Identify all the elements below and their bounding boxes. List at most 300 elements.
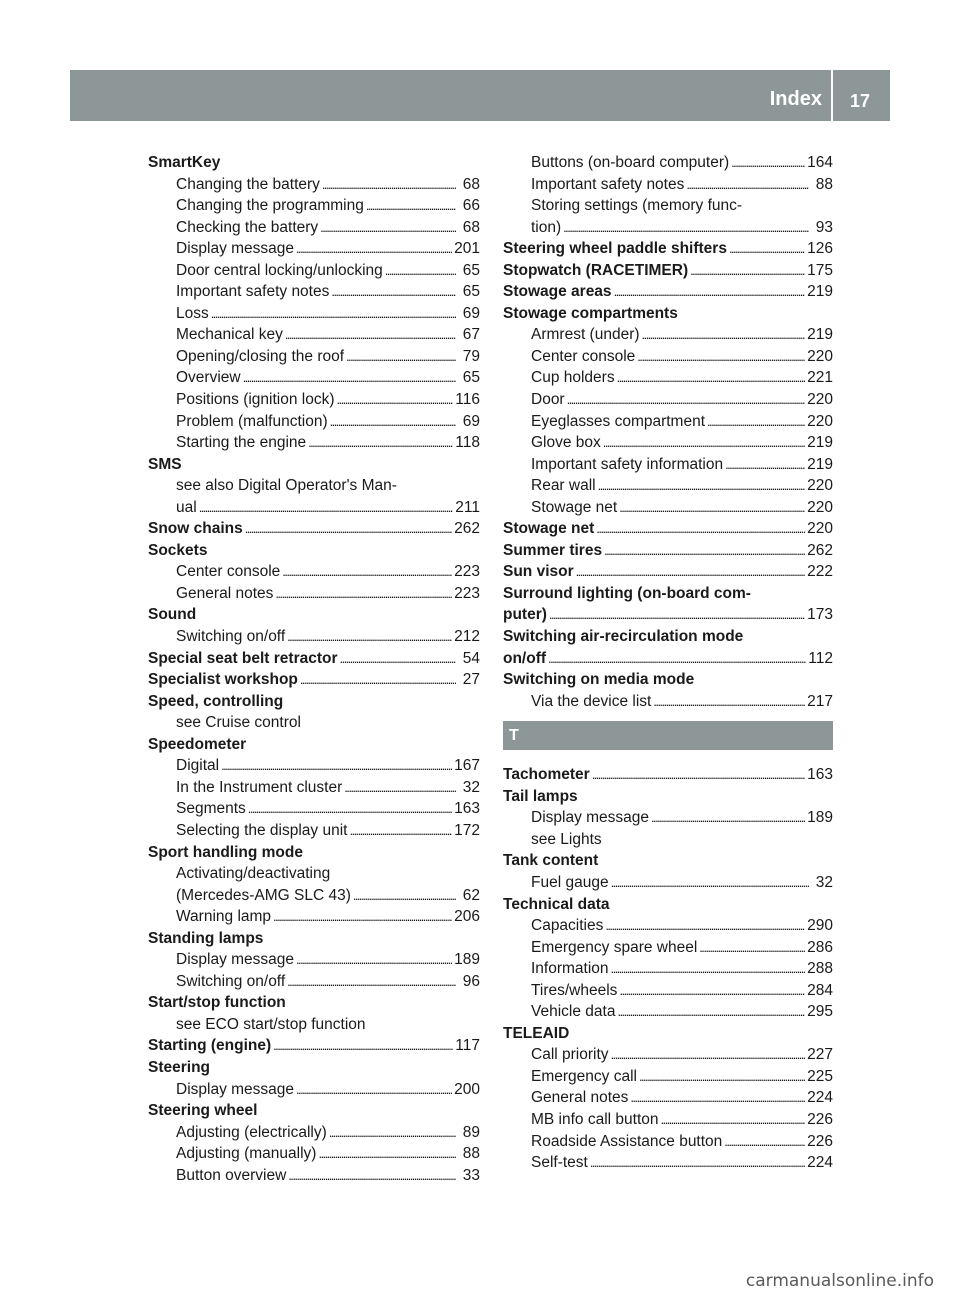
index-column-right [503,152,833,1174]
leader-dots [576,561,805,583]
leader-dots [598,475,806,497]
index-subentry [148,561,480,583]
leader-dots [245,518,452,540]
index-subentry [503,872,833,894]
index-column-left [148,152,480,1186]
leader-dots [273,1035,453,1057]
entry-label: Changing the programming [176,197,364,215]
page-ref: 68 [462,175,480,193]
watermark: carmanualsonline.info [745,1271,934,1291]
index-entry [503,583,833,605]
index-subentry [148,949,480,971]
page-ref: 117 [455,1037,480,1055]
entry-label: Cup holders [531,369,615,387]
page-ref: 262 [454,520,480,538]
entry-label: Summer tires [503,541,603,559]
leader-dots [731,152,805,174]
entry-label: Steering wheel [148,1102,258,1120]
leader-dots [548,648,806,670]
page-ref: 67 [462,326,480,344]
index-subentry [503,152,833,174]
leader-dots [642,324,806,346]
entry-label: (Mercedes-AMG SLC 43) [176,886,351,904]
entry-label: Stowage net [531,498,618,516]
index-subentry [148,1079,480,1101]
entry-label: Steering [148,1058,211,1076]
leader-dots [567,389,806,411]
index-entry [503,894,833,916]
entry-label: Adjusting (electrically) [176,1123,327,1141]
entry-label: Call priority [531,1046,609,1064]
page-ref: 62 [462,886,480,904]
leader-dots [287,626,452,648]
entry-label: Stowage net [503,520,595,538]
page-ref: 167 [454,757,480,775]
index-list-t [503,764,833,1173]
page-ref: 220 [807,520,833,538]
index-subentry [148,475,480,497]
leader-dots [590,1152,805,1174]
entry-label: Sun visor [503,563,574,581]
page-ref: 220 [807,498,833,516]
index-subentry [503,807,833,829]
page-ref: 219 [807,434,833,452]
leader-dots [366,195,456,217]
index-subentry [148,626,480,648]
page-ref: 89 [462,1123,480,1141]
entry-label: Center console [176,563,281,581]
index-entry [148,842,480,864]
page-ref: 69 [462,412,480,430]
leader-dots [729,238,805,260]
entry-label: tion) [531,218,562,236]
index-subentry [503,980,833,1002]
page-ref: 223 [454,584,480,602]
leader-dots [288,1165,456,1187]
leader-dots [296,949,452,971]
page-ref: 68 [462,218,480,236]
header-bar [70,70,890,121]
index-subentry [503,1066,833,1088]
page-ref: 220 [807,477,833,495]
entry-label: Surround lighting (on-board com- [503,584,751,602]
index-subentry [148,885,480,907]
index-subentry [148,497,480,519]
page-ref: 220 [807,347,833,365]
index-subentry [148,367,480,389]
leader-dots [592,764,805,786]
leader-dots [340,648,456,670]
page-ref: 286 [807,938,833,956]
index-subentry [503,475,833,497]
page-ref: 224 [807,1089,833,1107]
page-ref: 262 [807,541,833,559]
entry-label: Selecting the display unit [176,821,348,839]
index-subentry [148,863,480,885]
leader-dots [639,1066,805,1088]
leader-dots [614,281,806,303]
entry-label: Tank content [503,852,599,870]
leader-dots [699,937,805,959]
leader-dots [285,324,456,346]
index-subentry [503,937,833,959]
page-ref: 212 [454,628,480,646]
entry-label: Starting (engine) [148,1037,272,1055]
leader-dots [320,217,456,239]
entry-label: MB info call button [531,1110,659,1128]
page-ref: 222 [807,563,833,581]
page-ref: 32 [815,873,833,891]
leader-dots [248,798,452,820]
index-subentry [503,915,833,937]
page-ref: 217 [807,692,833,710]
entry-label: Display message [176,951,295,969]
index-entry [148,540,480,562]
leader-dots [617,1001,805,1023]
index-subentry [148,1143,480,1165]
page-ref: 79 [462,347,480,365]
entry-label: Snow chains [148,520,243,538]
entry-label: Steering wheel paddle shifters [503,240,727,258]
page-ref: 33 [462,1166,480,1184]
index-subentry [148,281,480,303]
page-ref: 164 [807,154,833,171]
leader-dots [331,281,456,303]
leader-dots [563,217,809,239]
leader-dots [243,367,456,389]
index-subentry [503,1152,833,1174]
entry-label: Mechanical key [176,326,283,344]
section-header-t: T [503,721,833,750]
index-subentry [503,454,833,476]
page-ref: 288 [807,960,833,978]
leader-dots [549,604,805,626]
index-subentry [148,1122,480,1144]
entry-label: Sound [148,606,197,624]
entry-label: SMS [148,455,182,473]
entry-label: Stopwatch (RACETIMER) [503,261,689,279]
entry-label: Door [531,391,565,409]
entry-label: Stowage areas [503,283,612,301]
leader-dots [651,807,805,829]
index-subentry [148,1165,480,1187]
page-ref: 226 [807,1110,833,1128]
index-subentry [148,583,480,605]
leader-dots [619,980,805,1002]
index-subentry [148,346,480,368]
leader-dots [273,906,452,928]
index-list-s-continued [503,152,833,712]
entry-label: Overview [176,369,241,387]
index-subentry [148,777,480,799]
entry-label: Important safety notes [176,283,330,301]
entry-label: on/off [503,649,547,667]
entry-label: Warning lamp [176,908,272,926]
page-ref: 201 [454,240,480,258]
page-ref: 225 [807,1067,833,1085]
entry-label: Armrest (under) [531,326,640,344]
index-entry [503,1023,833,1045]
page-ref: 221 [807,369,833,387]
leader-dots [282,561,452,583]
leader-dots [211,303,456,325]
index-subentry [148,324,480,346]
page-ref: 219 [807,455,833,473]
entry-label: Activating/deactivating [176,865,331,883]
entry-label: Fuel gauge [531,873,609,891]
index-entry [503,764,833,786]
entry-label: Problem (malfunction) [176,412,328,430]
entry-label: Buttons (on-board computer) [531,154,730,171]
entry-label: Speedometer [148,735,247,753]
entry-label: Technical data [503,895,610,913]
leader-dots [346,346,456,368]
entry-label: see also Digital Operator's Man- [176,477,397,495]
entry-label: Stowage compartments [503,304,678,322]
entry-label: Switching on/off [176,628,286,646]
entry-label: Loss [176,304,209,322]
index-subentry [503,1044,833,1066]
leader-dots [318,1143,456,1165]
page-ref: 116 [455,391,480,409]
entry-label: Self-test [531,1154,588,1172]
entry-label: Glove box [531,434,601,452]
leader-dots [604,540,805,562]
entry-label: Important safety notes [531,175,685,193]
index-subentry [503,346,833,368]
index-subentry [148,1014,480,1036]
index-subentry [503,411,833,433]
page-ref: 88 [462,1145,480,1163]
page-ref: 65 [462,261,480,279]
entry-label: ual [176,498,197,516]
page-ref: 163 [807,766,833,784]
leader-dots [707,411,805,433]
index-entry [148,604,480,626]
leader-dots [605,915,805,937]
page-ref: 126 [807,240,833,258]
leader-dots [344,777,456,799]
index-entry [503,669,833,691]
entry-label: Specialist workshop [148,671,298,689]
entry-label: In the Instrument cluster [176,778,343,796]
index-subentry [503,1087,833,1109]
index-entry [148,648,480,670]
index-subentry [148,971,480,993]
page-ref: 284 [807,981,833,999]
index-subentry [148,303,480,325]
entry-label: Emergency call [531,1067,637,1085]
index-subentry [503,1001,833,1023]
leader-dots [275,583,452,605]
leader-dots [385,260,456,282]
index-entry [503,786,833,808]
index-subentry [503,829,833,851]
index-subentry [148,712,480,734]
leader-dots [690,260,805,282]
page-ref: 65 [462,369,480,387]
index-entry [503,540,833,562]
entry-label: Tail lamps [503,787,578,805]
entry-label: Changing the battery [176,175,320,193]
leader-dots [199,497,454,519]
entry-label: Eyeglasses compartment [531,412,706,430]
index-entry [503,518,833,540]
leader-dots [337,389,454,411]
page-ref: 172 [454,821,480,839]
leader-dots [611,872,809,894]
entry-label: Switching on/off [176,972,286,990]
entry-label: General notes [176,584,274,602]
entry-label: SmartKey [148,154,221,171]
page-ref: 219 [807,283,833,301]
leader-dots [329,1122,456,1144]
leader-dots [296,1079,452,1101]
page-ref: 189 [454,951,480,969]
leader-dots [637,346,805,368]
index-entry [148,669,480,691]
entry-label: Display message [531,809,650,827]
entry-label: Start/stop function [148,994,286,1012]
page-ref: 32 [462,778,480,796]
index-subentry [148,217,480,239]
index-entry [148,734,480,756]
page-ref: 226 [807,1132,833,1150]
index-subentry [503,217,833,239]
index-subentry [148,432,480,454]
index-subentry [148,195,480,217]
entry-label: see Cruise control [176,714,301,732]
index-entry [503,561,833,583]
page-ref: 219 [807,326,833,344]
index-subentry [148,238,480,260]
leader-dots [653,691,805,713]
entry-label: Display message [176,1080,295,1098]
leader-dots [296,238,452,260]
entry-label: Door central locking/unlocking [176,261,383,279]
page-ref: 27 [462,671,480,689]
index-entry [503,850,833,872]
header-divider [831,70,833,121]
page-ref: 290 [807,917,833,935]
leader-dots [221,755,452,777]
page-ref: 227 [807,1046,833,1064]
entry-label: Display message [176,240,295,258]
entry-label: Button overview [176,1166,287,1184]
entry-label: Speed, controlling [148,692,284,710]
header-title: Index [769,88,822,110]
leader-dots [308,432,453,454]
entry-label: Center console [531,347,636,365]
leader-dots [603,432,805,454]
index-subentry [503,1131,833,1153]
page-ref: 96 [462,972,480,990]
entry-label: Switching on media mode [503,671,695,689]
entry-label: Roadside Assistance button [531,1132,723,1150]
page-ref: 54 [462,649,480,667]
entry-label: Positions (ignition lock) [176,391,335,409]
index-subentry [503,367,833,389]
index-subentry [148,260,480,282]
entry-label: Information [531,960,609,978]
entry-label: Via the device list [531,692,652,710]
index-subentry [148,798,480,820]
entry-label: Tires/wheels [531,981,618,999]
entry-label: General notes [531,1089,629,1107]
entry-label: Emergency spare wheel [531,938,698,956]
page-ref: 93 [815,218,833,236]
page-ref: 118 [455,434,480,452]
index-entry [148,1035,480,1057]
leader-dots [353,885,456,907]
page-ref: 220 [807,412,833,430]
index-subentry [503,958,833,980]
index-entry [148,992,480,1014]
leader-dots [300,669,456,691]
page-ref: 200 [454,1080,480,1098]
leader-dots [619,497,805,519]
entry-label: Special seat belt retractor [148,649,338,667]
leader-dots [611,1044,806,1066]
page-ref: 112 [808,649,833,667]
entry-label: Vehicle data [531,1003,616,1021]
entry-label: Storing settings (memory func- [531,197,743,215]
entry-label: Digital [176,757,220,775]
page-ref: 173 [807,606,833,624]
leader-dots [724,1131,805,1153]
index-entry [148,691,480,713]
leader-dots [287,971,456,993]
leader-dots [330,411,456,433]
entry-label: see ECO start/stop function [176,1015,366,1033]
leader-dots [617,367,806,389]
entry-label: Sockets [148,541,208,559]
index-subentry [503,1109,833,1131]
entry-label: see Lights [531,830,602,848]
page-ref: 224 [807,1154,833,1172]
index-entry [503,238,833,260]
index-subentry [148,411,480,433]
entry-label: Tachometer [503,766,590,784]
entry-label: Sport handling mode [148,843,303,861]
leader-dots [630,1087,805,1109]
page-number: 17 [849,91,870,111]
page-ref: 175 [807,261,833,279]
leader-dots [611,958,806,980]
index-entry [148,1057,480,1079]
page-ref: 206 [454,908,480,926]
index-entry [503,303,833,325]
index-subentry [503,432,833,454]
index-entry [148,518,480,540]
entry-label: Important safety information [531,455,724,473]
leader-dots [322,174,456,196]
entry-label: TELEAID [503,1024,570,1042]
leader-dots [349,820,452,842]
entry-label: Switching air-recirculation mode [503,628,744,646]
leader-dots [725,454,805,476]
index-subentry [503,174,833,196]
index-subentry [503,389,833,411]
index-entry [148,928,480,950]
page-ref: 163 [454,800,480,818]
page-ref: 88 [815,175,833,193]
index-subentry [148,755,480,777]
leader-dots [686,174,809,196]
index-entry [148,454,480,476]
entry-label: Rear wall [531,477,596,495]
entry-label: Adjusting (manually) [176,1145,317,1163]
